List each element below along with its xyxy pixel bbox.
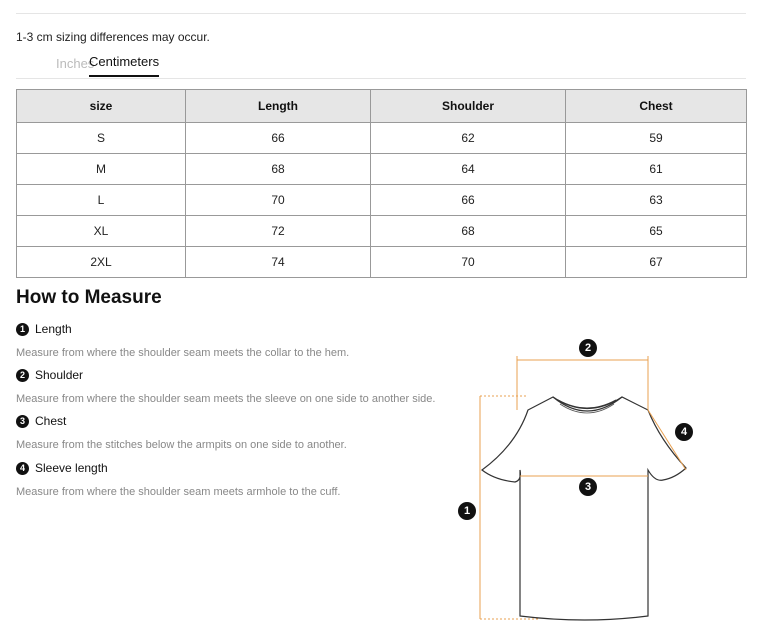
measure-name: Sleeve length bbox=[35, 461, 108, 475]
unit-tabs bbox=[16, 52, 746, 79]
length-cell: 70 bbox=[186, 185, 371, 216]
number-badge: 2 bbox=[16, 369, 29, 382]
column-header: Shoulder bbox=[371, 90, 566, 123]
measure-description: Measure from where the shoulder seam meets armhole to the cuff. bbox=[16, 486, 341, 498]
diagram-label-3: 3 bbox=[579, 478, 597, 496]
size-cell: L bbox=[17, 185, 186, 216]
measure-description: Measure from the stitches below the armpits on one side to another. bbox=[16, 439, 347, 451]
size-chart-table bbox=[16, 89, 747, 278]
chest-cell: 67 bbox=[566, 247, 747, 278]
length-cell: 74 bbox=[186, 247, 371, 278]
table-row bbox=[17, 247, 747, 278]
diagram-label-2: 2 bbox=[579, 339, 597, 357]
shoulder-cell: 64 bbox=[371, 154, 566, 185]
diagram-label-1: 1 bbox=[458, 502, 476, 520]
length-cell: 68 bbox=[186, 154, 371, 185]
size-cell: M bbox=[17, 154, 186, 185]
measure-item-chest bbox=[16, 414, 347, 451]
tshirt-measure-diagram bbox=[463, 330, 700, 630]
shoulder-cell: 62 bbox=[371, 123, 566, 154]
measure-description: Measure from where the shoulder seam meets the sleeve on one side to another side. bbox=[16, 393, 436, 405]
number-badge: 1 bbox=[16, 323, 29, 336]
number-badge: 3 bbox=[16, 415, 29, 428]
shoulder-cell: 68 bbox=[371, 216, 566, 247]
column-header: size bbox=[17, 90, 186, 123]
table-row bbox=[17, 154, 747, 185]
measure-item-sleeve-length bbox=[16, 461, 340, 498]
measure-name: Length bbox=[35, 322, 72, 336]
shoulder-cell: 66 bbox=[371, 185, 566, 216]
column-header: Chest bbox=[566, 90, 747, 123]
number-badge: 4 bbox=[16, 462, 29, 475]
measure-name: Shoulder bbox=[35, 368, 84, 382]
measure-item-shoulder bbox=[16, 368, 435, 405]
chest-cell: 61 bbox=[566, 154, 747, 185]
measure-item-length bbox=[16, 322, 349, 359]
size-cell: XL bbox=[17, 216, 186, 247]
top-divider bbox=[16, 13, 746, 14]
table-row bbox=[17, 185, 747, 216]
chest-cell: 63 bbox=[566, 185, 747, 216]
length-cell: 72 bbox=[186, 216, 371, 247]
measure-name: Chest bbox=[35, 414, 67, 428]
tab-inches[interactable]: Inches bbox=[56, 56, 95, 71]
size-cell: 2XL bbox=[17, 247, 186, 278]
how-to-measure-title: How to Measure bbox=[16, 287, 162, 308]
table-row bbox=[17, 123, 747, 154]
diagram-label-4: 4 bbox=[675, 423, 693, 441]
chest-cell: 65 bbox=[566, 216, 747, 247]
shoulder-cell: 70 bbox=[371, 247, 566, 278]
chest-cell: 59 bbox=[566, 123, 747, 154]
tshirt-outline bbox=[482, 397, 686, 620]
tab-centimeters[interactable]: Centimeters bbox=[89, 54, 159, 77]
table-row bbox=[17, 216, 747, 247]
table-header-row bbox=[17, 90, 747, 123]
sizing-note: 1-3 cm sizing differences may occur. bbox=[16, 30, 210, 44]
measure-description: Measure from where the shoulder seam meets the collar to the hem. bbox=[16, 347, 350, 359]
size-cell: S bbox=[17, 123, 186, 154]
length-cell: 66 bbox=[186, 123, 371, 154]
column-header: Length bbox=[186, 90, 371, 123]
